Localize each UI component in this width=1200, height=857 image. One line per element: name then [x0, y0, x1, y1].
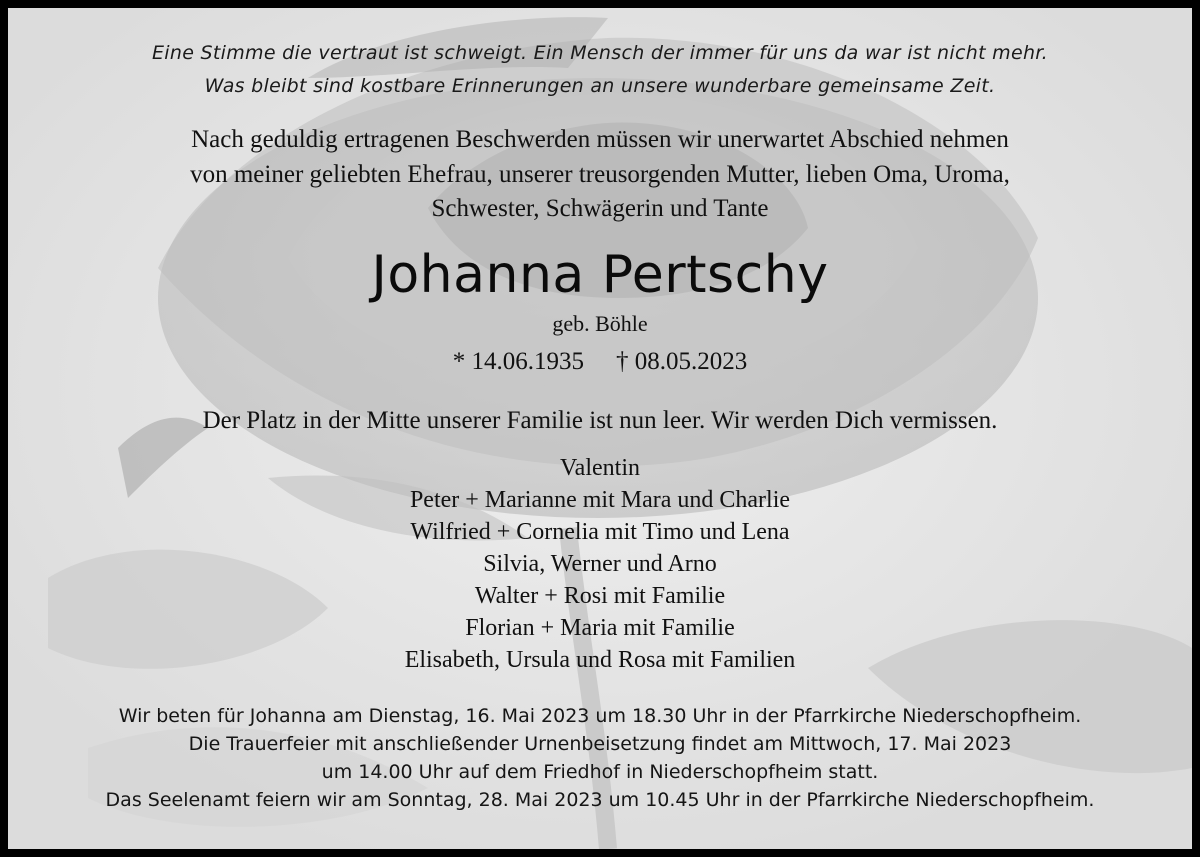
obituary-text [8, 8, 1192, 849]
message-line-1: Nach geduldig ertragenen Beschwerden müssen wir unerwartet Abschied nehmen [191, 126, 1009, 153]
family-member-3: Wilfried + Cornelia mit Timo und Lena [410, 519, 790, 545]
notice-line-3: um 14.00 Uhr auf dem Friedhof in Niederschopfheim statt. [321, 761, 879, 783]
life-dates [8, 348, 1192, 376]
closing-line: Der Platz in der Mitte unserer Familie ist nun leer. Wir werden Dich vermissen. [202, 407, 998, 434]
birth-name: geb. Böhle [552, 311, 648, 336]
family-member-5: Walter + Rosi mit Familie [474, 583, 726, 609]
notice-line-4: Das Seelenamt feiern wir am Sonntag, 28. Mai 2023 um 10.45 Uhr in der Pfarrkirche Niederschopfheim. [105, 789, 1095, 811]
message-line-2: von meiner geliebten Ehefrau, unserer treusorgenden Mutter, lieben Oma, Uroma, [190, 161, 1010, 188]
deceased-name: Johanna Pertschy [371, 245, 829, 305]
birth-date: * 14.06.1935 [452, 348, 584, 375]
notice-line-2: Die Trauerfeier mit anschließender Urnenbeisetzung findet am Mittwoch, 17. Mai 2023 [188, 733, 1012, 755]
intro-line-2: Was bleibt sind kostbare Erinnerungen an unsere wunderbare gemeinsame Zeit. [204, 75, 996, 97]
obituary-card [8, 8, 1192, 849]
message-line-3: Schwester, Schwägerin und Tante [431, 195, 769, 222]
notice-line-1: Wir beten für Johanna am Dienstag, 16. Mai 2023 um 18.30 Uhr in der Pfarrkirche Niederschopfheim. [118, 705, 1082, 727]
family-member-4: Silvia, Werner und Arno [483, 551, 717, 577]
family-member-7: Elisabeth, Ursula und Rosa mit Familien [404, 647, 796, 673]
intro-line-1: Eine Stimme die vertraut ist schweigt. Ein Mensch der immer für uns da war ist nicht mehr. [151, 42, 1049, 64]
family-member-6: Florian + Maria mit Familie [465, 615, 735, 641]
family-member-2: Peter + Marianne mit Mara und Charlie [409, 487, 791, 513]
death-date: † 08.05.2023 [616, 348, 748, 375]
family-member-1: Valentin [560, 455, 640, 481]
